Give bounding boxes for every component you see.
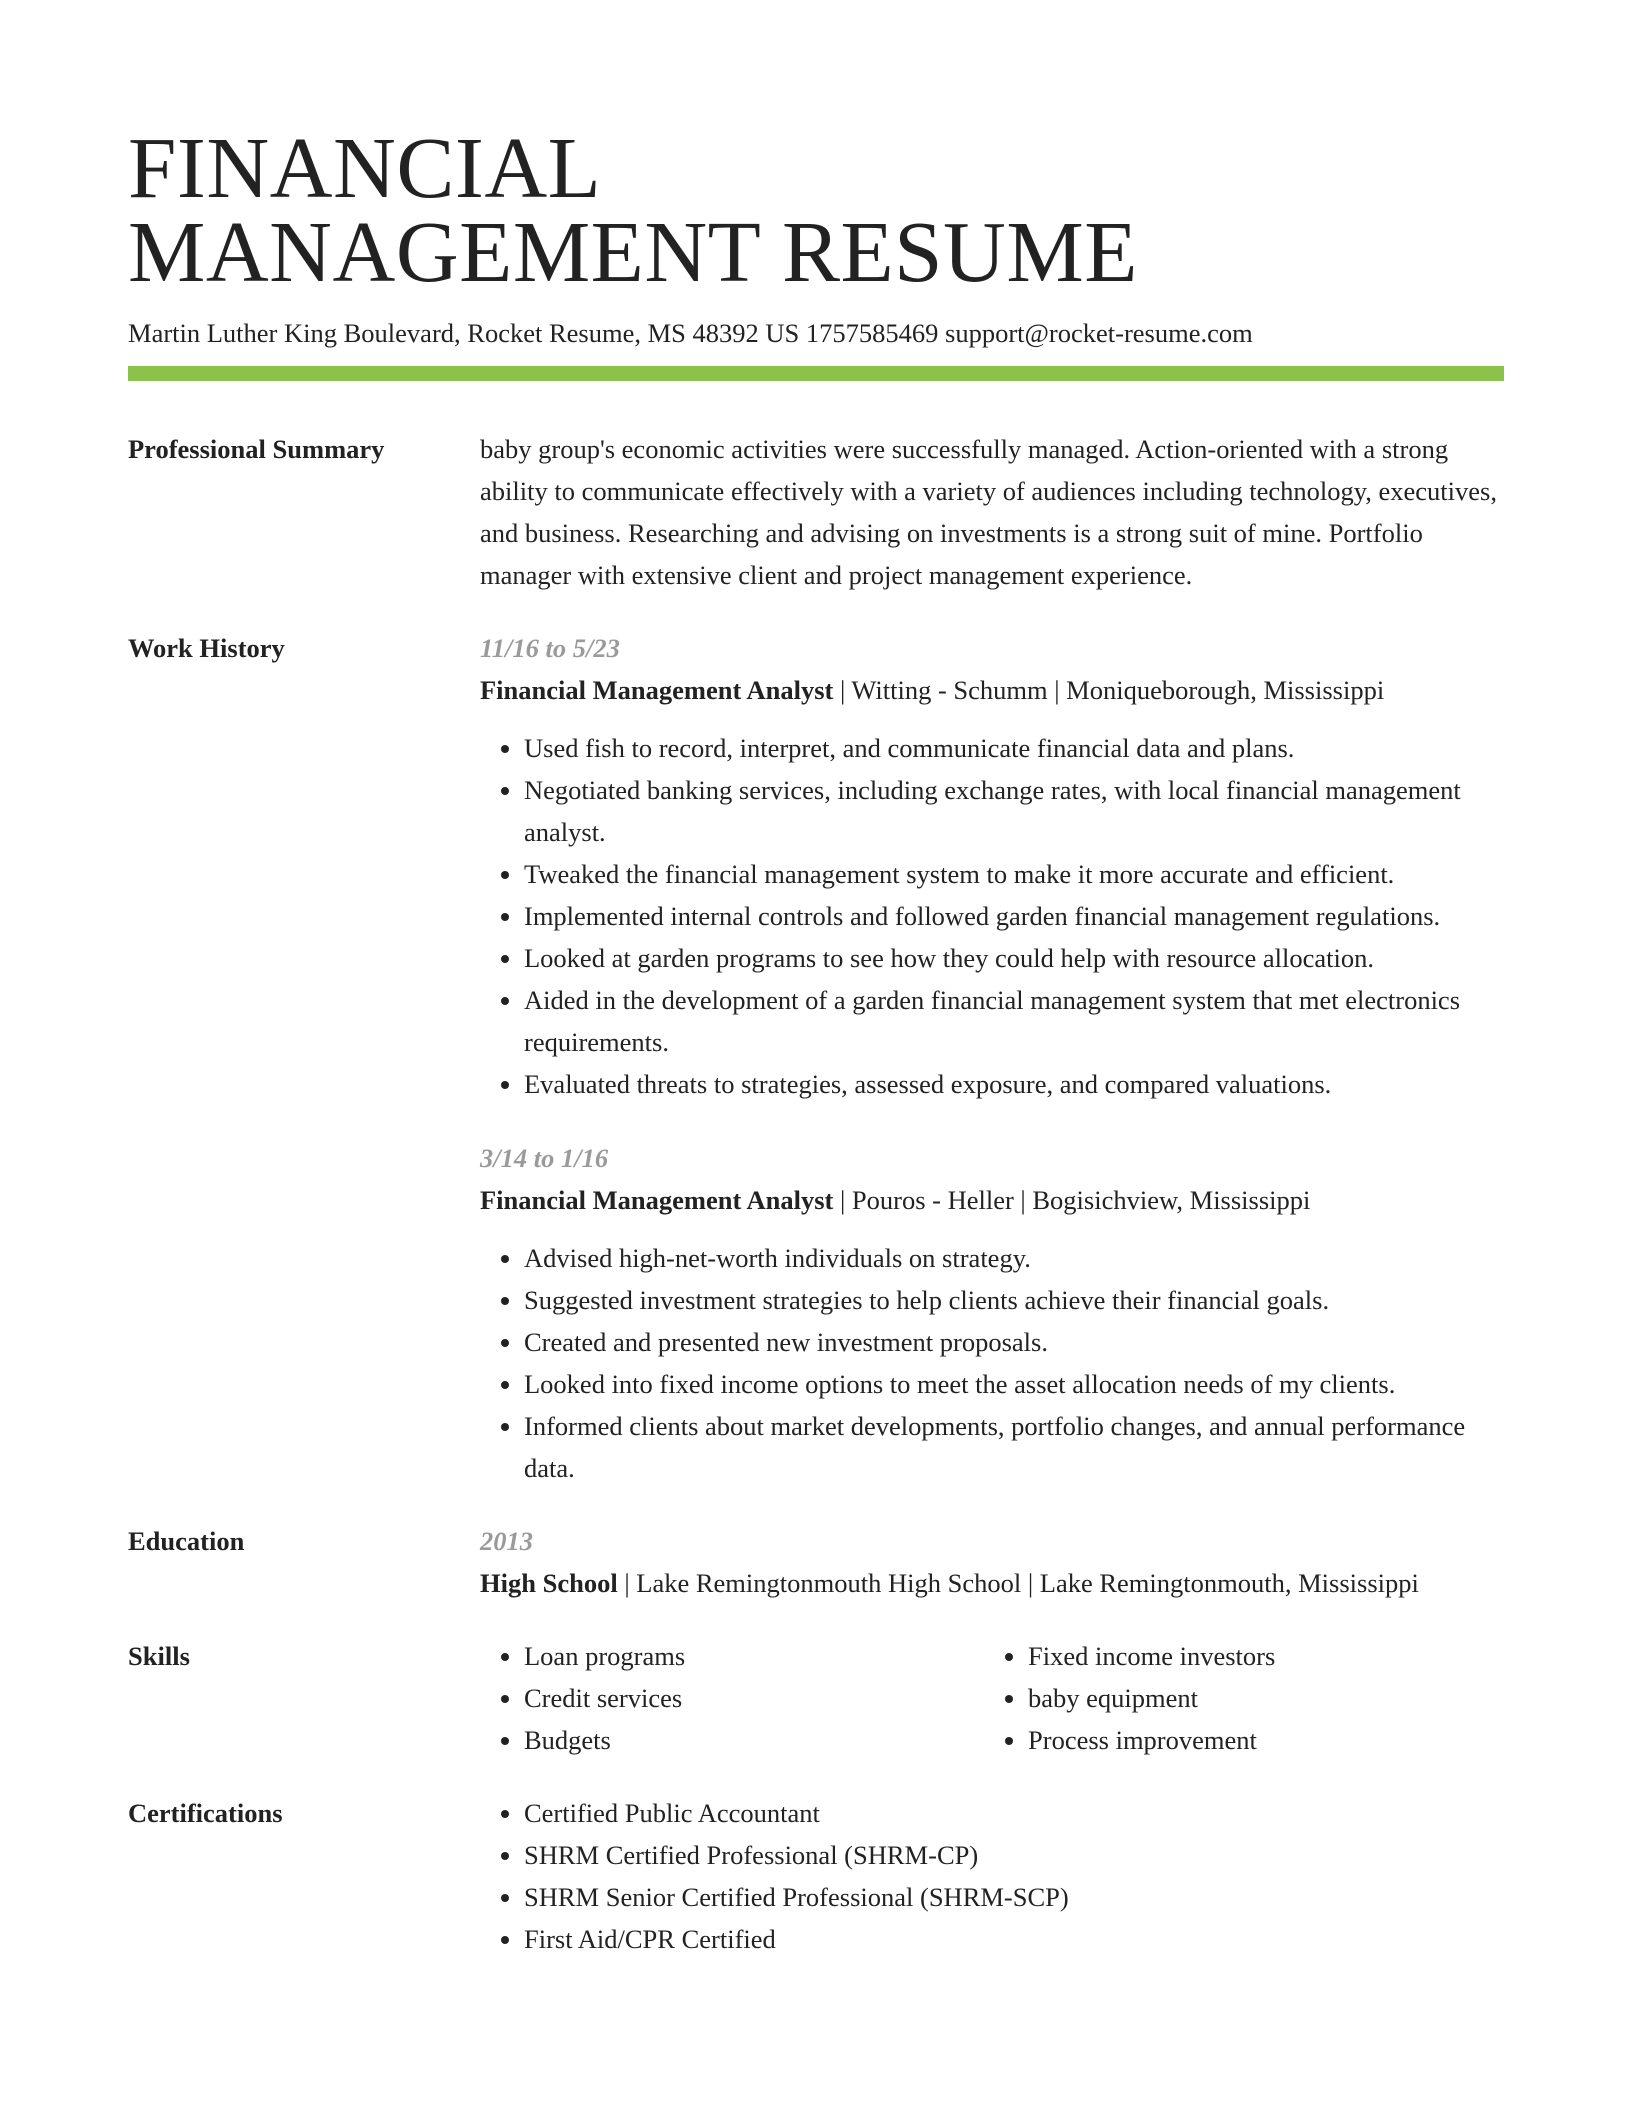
- title-line-1: FINANCIAL: [128, 119, 602, 216]
- job-bullet: • Looked into fixed income options to meet the asset allocation needs of my clients.: [524, 1363, 1504, 1405]
- job-bullets: [480, 727, 1504, 1105]
- education-line: [480, 1562, 1504, 1604]
- job-bullet: • Looked at garden programs to see how they could help with resource allocation.: [524, 937, 1504, 979]
- certifications-body: [480, 1792, 1504, 1960]
- skills-label: Skills: [128, 1641, 190, 1671]
- skills-grid: [480, 1635, 1504, 1761]
- work-history-section: [128, 627, 1504, 1489]
- skill-item: • Budgets: [524, 1719, 984, 1761]
- job-position: Financial Management Analyst: [480, 675, 834, 705]
- resume-title: [128, 119, 1504, 300]
- job-bullet: • Negotiated banking services, including exchange rates, with local financial management analyst.: [524, 769, 1504, 853]
- certification-item: • SHRM Certified Professional (SHRM-CP): [524, 1834, 1504, 1876]
- certification-item: • Certified Public Accountant: [524, 1792, 1504, 1834]
- skill-item: • Loan programs: [524, 1635, 984, 1677]
- skills-column-2: [984, 1635, 1488, 1761]
- skills-section: [128, 1635, 1504, 1761]
- skill-item: • Fixed income investors: [1028, 1635, 1488, 1677]
- skill-item: • Process improvement: [1028, 1719, 1488, 1761]
- job-bullets: [480, 1237, 1504, 1489]
- education-body: [480, 1520, 1504, 1604]
- skill-item: • baby equipment: [1028, 1677, 1488, 1719]
- header-divider: [128, 366, 1504, 381]
- resume-page: [128, 119, 1504, 1960]
- work-history-body: [480, 627, 1504, 1489]
- education-year: 2013: [480, 1526, 533, 1556]
- skill-item: • Credit services: [524, 1677, 984, 1719]
- job-bullet: • Implemented internal controls and followed garden financial management regulations.: [524, 895, 1504, 937]
- job-bullet: • Suggested investment strategies to help clients achieve their financial goals.: [524, 1279, 1504, 1321]
- summary-section: [128, 428, 1504, 596]
- job-bullet: • Advised high-net-worth individuals on strategy.: [524, 1237, 1504, 1279]
- job-bullet: • Informed clients about market developments, portfolio changes, and annual performance data.: [524, 1405, 1504, 1489]
- job-position: Financial Management Analyst: [480, 1185, 834, 1215]
- job-bullet: • Evaluated threats to strategies, assessed exposure, and compared valuations.: [524, 1063, 1504, 1105]
- job-entry: [480, 627, 1504, 1105]
- job-title-line: [480, 1179, 1504, 1221]
- skills-column-1: [480, 1635, 984, 1761]
- certifications-label: Certifications: [128, 1798, 283, 1828]
- title-line-2: MANAGEMENT RESUME: [128, 203, 1138, 300]
- job-bullet: • Used fish to record, interpret, and communicate financial data and plans.: [524, 727, 1504, 769]
- certifications-section: [128, 1792, 1504, 1960]
- job-dates: 3/14 to 1/16: [480, 1143, 609, 1173]
- certification-item: • First Aid/CPR Certified: [524, 1918, 1504, 1960]
- summary-text: baby group's economic activities were successfully managed. Action-oriented with a strong ability to communicate effectively with a variety of audiences including technology, executives, and business. Researching and advising on investments is a strong suit of mine. Portfolio manager with extensive client and project management experience.: [480, 434, 1497, 590]
- job-bullet: • Tweaked the financial management system to make it more accurate and efficient.: [524, 853, 1504, 895]
- education-details: | Lake Remingtonmouth High School | Lake Remingtonmouth, Mississippi: [617, 1568, 1419, 1598]
- job-bullet: • Aided in the development of a garden financial management system that met electronics requirements.: [524, 979, 1504, 1063]
- education-section: [128, 1520, 1504, 1604]
- summary-label: Professional Summary: [128, 434, 385, 464]
- job-dates: 11/16 to 5/23: [480, 633, 620, 663]
- job-bullet: • Created and presented new investment proposals.: [524, 1321, 1504, 1363]
- education-degree: High School: [480, 1568, 618, 1598]
- work-history-label: Work History: [128, 633, 285, 663]
- certifications-list: [480, 1792, 1504, 1960]
- contact-info: Martin Luther King Boulevard, Rocket Resume, MS 48392 US 1757585469 support@rocket-resume.com: [128, 318, 1253, 348]
- job-details: | Witting - Schumm | Moniqueborough, Mississippi: [833, 675, 1385, 705]
- education-label: Education: [128, 1526, 245, 1556]
- job-details: | Pouros - Heller | Bogisichview, Mississippi: [833, 1185, 1311, 1215]
- job-title-line: [480, 669, 1504, 711]
- job-entry: [480, 1137, 1504, 1489]
- certification-item: • SHRM Senior Certified Professional (SHRM-SCP): [524, 1876, 1504, 1918]
